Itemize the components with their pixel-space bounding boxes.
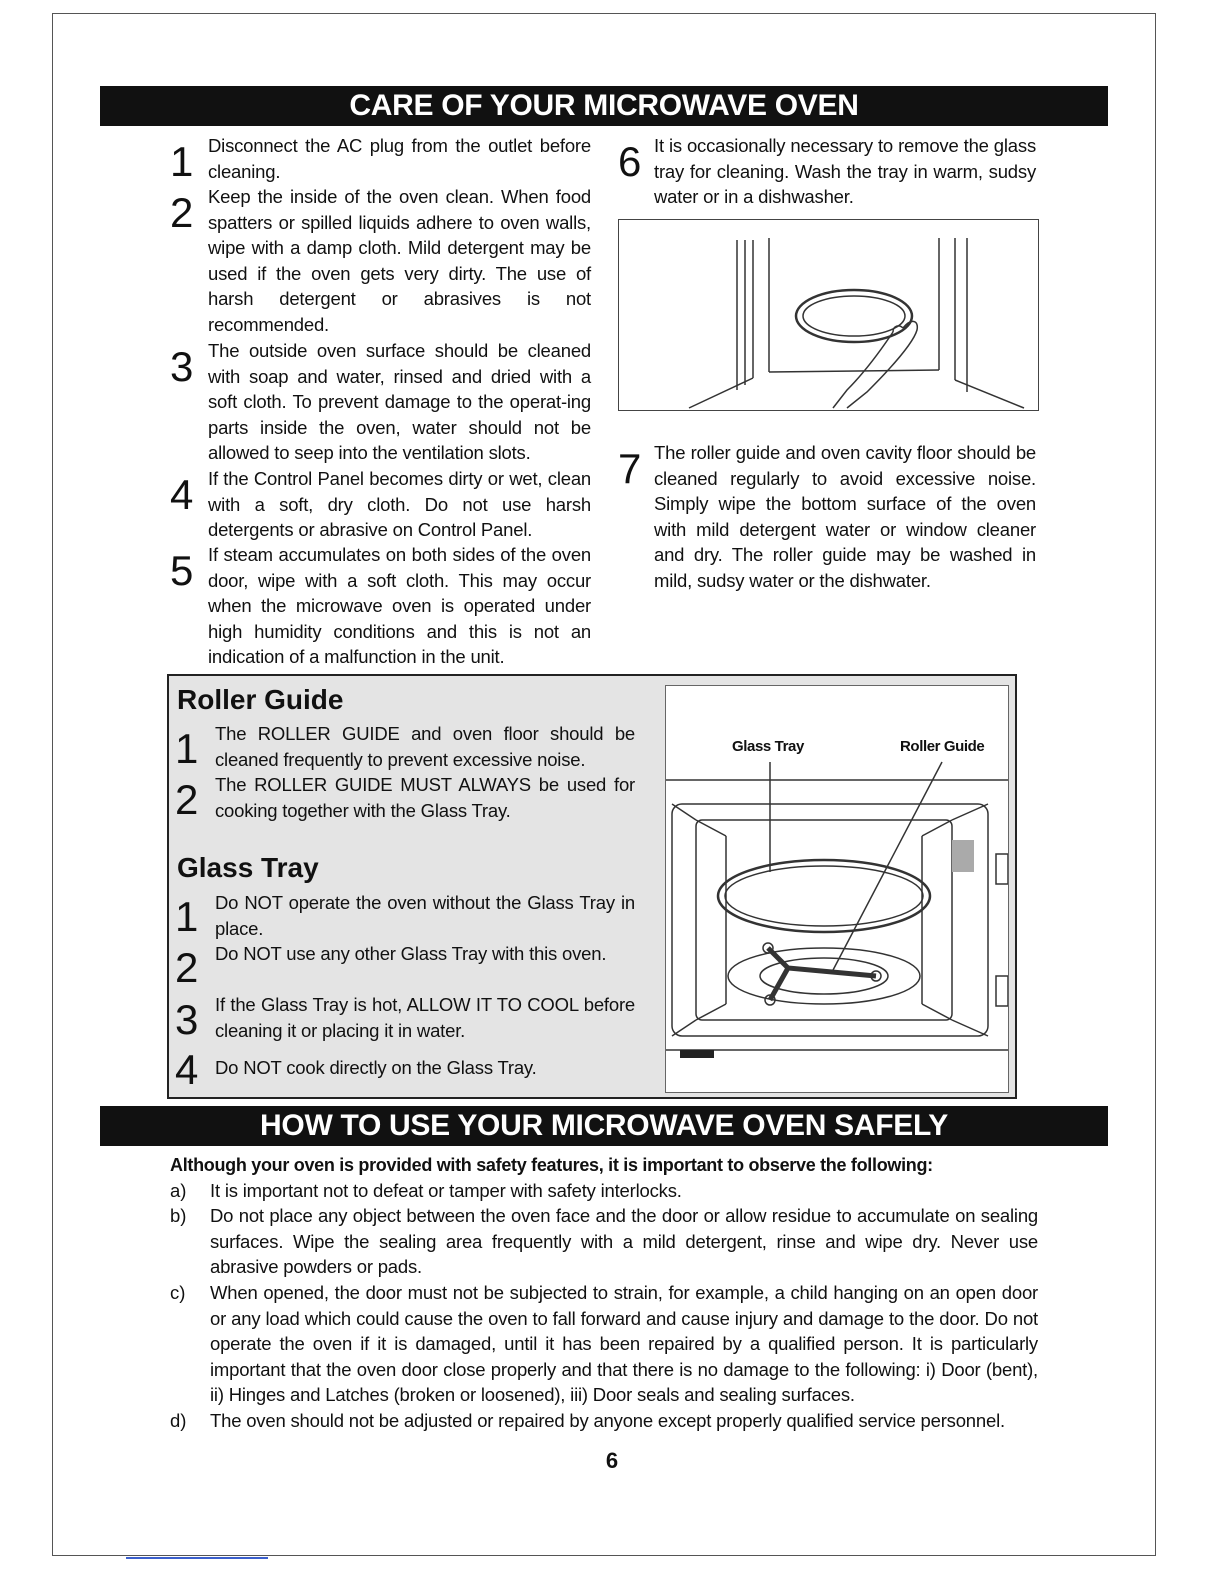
- safety-item-letter: b): [170, 1205, 187, 1226]
- glass-tray-callout: Glass Tray: [732, 738, 804, 755]
- care-item-text: It is occasionally necessary to remove the glass tray for cleaning. Wash the tray in warm, sudsy water or in a dishwasher.: [654, 135, 1036, 208]
- care-item-number: 6: [618, 138, 642, 185]
- safety-item-text: It is important not to defeat or tamper with safety interlocks.: [210, 1180, 682, 1201]
- tray-removal-drawing: [619, 220, 1038, 410]
- care-item-number: 2: [170, 189, 194, 236]
- footer-link-underline: [126, 1557, 268, 1559]
- glass-tray-item-number: 3: [175, 996, 199, 1043]
- care-item-number: 4: [170, 471, 194, 518]
- safety-item-letter: c): [170, 1282, 186, 1303]
- oven-drawing: [666, 686, 1008, 1092]
- glass-tray-item-text: Do NOT use any other Glass Tray with this oven.: [215, 943, 607, 964]
- care-section-title: CARE OF YOUR MICROWAVE OVEN: [100, 86, 1108, 126]
- safety-section-title: HOW TO USE YOUR MICROWAVE OVEN SAFELY: [100, 1106, 1108, 1146]
- safety-item-letter: d): [170, 1410, 187, 1431]
- care-item-number: 5: [170, 547, 194, 594]
- care-item-text: The roller guide and oven cavity floor should be cleaned regularly to avoid excessive noise. Simply wipe the bottom surface of the oven with mild detergent water or window cleaner and dry. The roller guide may be washed in mild, sudsy water or the dishwater.: [654, 442, 1036, 591]
- care-item-text: Disconnect the AC plug from the outlet before cleaning.: [208, 135, 591, 182]
- safety-item-letter: a): [170, 1180, 187, 1201]
- care-item-text: If steam accumulates on both sides of the oven door, wipe with a soft cloth. This may occur when the microwave oven is operated under high humidity conditions and this is not an indication of a malfunction in the unit.: [208, 544, 591, 668]
- safety-item-text: When opened, the door must not be subjected to strain, for example, a child hanging on an open door or any load which could cause the oven to fall forward and cause injury and damage to the door. Do not operate the oven if it is damaged, until it has been repaired by a qualified person. It is particularly important that the oven door close properly and that there is no damage to the following: i) Door (bent), ii) Hinges and Latches (broken or loosened), iii) Door seals and sealing surfaces.: [210, 1282, 1038, 1406]
- care-item-number: 7: [618, 445, 642, 492]
- safety-item-text: The oven should not be adjusted or repaired by anyone except properly qualified service personnel.: [210, 1410, 1005, 1431]
- roller-guide-callout: Roller Guide: [900, 738, 985, 755]
- care-item-text: Keep the inside of the oven clean. When food spatters or spilled liquids adhere to oven walls, wipe with a damp cloth. Mild detergent may be used if the oven gets very dirty. The use of harsh detergent or abrasives is not recommended.: [208, 186, 591, 335]
- roller-guide-item-number: 2: [175, 776, 199, 823]
- care-item-text: If the Control Panel becomes dirty or wet, clean with a soft, dry cloth. Do not use harsh detergents or abrasive on Control Panel.: [208, 468, 591, 541]
- glass-tray-item-number: 2: [175, 944, 199, 991]
- roller-guide-item-number: 1: [175, 725, 199, 772]
- glass-tray-removal-illustration: [618, 219, 1039, 411]
- glass-tray-item-number: 4: [175, 1046, 199, 1093]
- safety-intro-text: Although your oven is provided with safety features, it is important to observe the following:: [170, 1155, 933, 1175]
- glass-tray-item-text: Do NOT operate the oven without the Glass Tray in place.: [215, 892, 635, 939]
- care-item-number: 3: [170, 343, 194, 390]
- care-item-text: The outside oven surface should be cleaned with soap and water, rinsed and dried with a soft cloth. To prevent damage to the operat-ing parts inside the oven, water should not be allowed to seep into the ventilation slots.: [208, 340, 591, 464]
- glass-tray-item-number: 1: [175, 893, 199, 940]
- roller-guide-item-text: The ROLLER GUIDE and oven floor should be cleaned frequently to prevent excessive noise.: [215, 723, 635, 770]
- safety-item-text: Do not place any object between the oven face and the door or allow residue to accumulate on sealing surfaces. Wipe the sealing area frequently with a mild detergent, rinse and wipe dry. Never use abrasive powders or pads.: [210, 1205, 1038, 1278]
- roller-guide-glass-tray-panel: [167, 674, 1017, 1099]
- glass-tray-heading: Glass Tray: [177, 852, 319, 883]
- roller-guide-heading: Roller Guide: [177, 684, 344, 715]
- oven-interior-diagram: [665, 685, 1009, 1093]
- glass-tray-item-text: Do NOT cook directly on the Glass Tray.: [215, 1057, 537, 1078]
- roller-guide-item-text: The ROLLER GUIDE MUST ALWAYS be used for cooking together with the Glass Tray.: [215, 774, 635, 821]
- glass-tray-item-text: If the Glass Tray is hot, ALLOW IT TO COOL before cleaning it or placing it in water.: [215, 994, 635, 1041]
- care-item-number: 1: [170, 138, 194, 185]
- page-number: 6: [605, 1448, 619, 1473]
